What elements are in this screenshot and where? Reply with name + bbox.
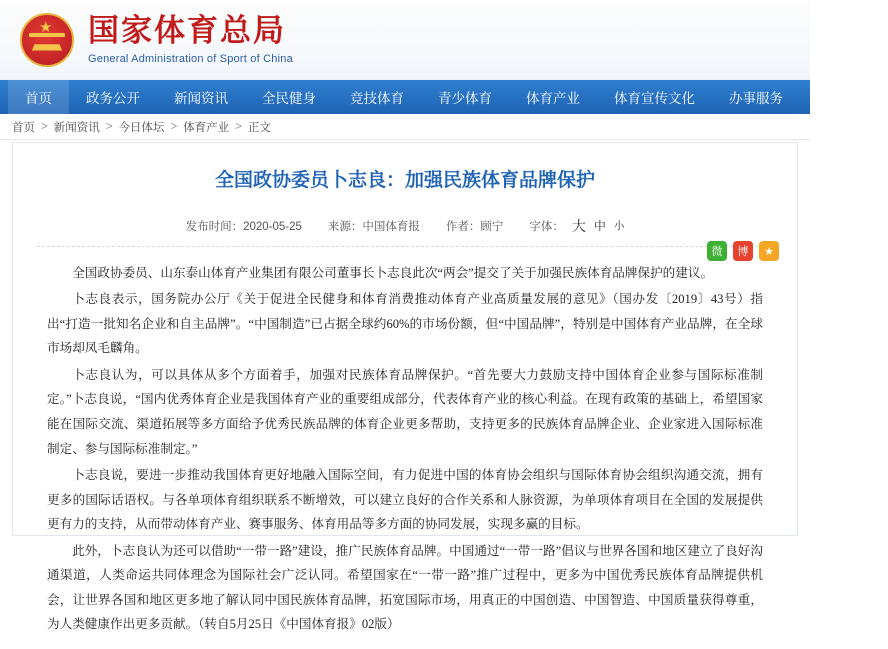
national-emblem-icon: ★: [18, 11, 76, 69]
article-author: 作者：顾宁: [445, 220, 504, 233]
article-card: [12, 142, 798, 632]
article-paragraph: 卜志良认为，可以具体从多个方面着手，加强对民族体育品牌保护。“首先要大力鼓励支持中国体育企业参与国际标准制定。”卜志良说，“国内优秀体育企业是我国体育产业的重要组成部分，代表体育产业的核心利益。在现有政策的基础上，希望国家能在国际交流、渠道拓展等多方面给予优秀民族品牌的体育企业更多帮助，支持更多的民族体育品牌企业、企业家进入国际标准制定、参与国际标准制定。”: [47, 367, 763, 456]
favorite-share-icon[interactable]: ★: [759, 241, 779, 261]
breadcrumb-item-4: 正文: [247, 121, 271, 134]
nav-item-9[interactable]: 网络问政: [817, 91, 871, 106]
breadcrumb-separator: >: [235, 120, 242, 133]
nav-item-6[interactable]: 体育产业: [526, 91, 580, 106]
breadcrumb-item-2[interactable]: 今日体坛: [118, 121, 165, 134]
breadcrumb-separator: >: [41, 120, 48, 133]
nav-item-4[interactable]: 竞技体育: [350, 91, 404, 106]
site-title-block: [88, 14, 293, 64]
article-meta: [13, 216, 797, 236]
wechat-share-icon[interactable]: 微: [707, 241, 727, 261]
breadcrumb[interactable]: [0, 114, 810, 140]
weibo-share-icon[interactable]: 博: [733, 241, 753, 261]
article-paragraph: 卜志良表示，国务院办公厅《关于促进全民健身和体育消费推动体育产业高质量发展的意见》（国办发〔2019〕43号）指出“打造一批知名企业和自主品牌”。“中国制造”已占据全球约60%的市场份额，但“中国品牌”，特别是中国体育产业品牌，在全球市场却凤毛麟角。: [47, 292, 763, 356]
site-title-cn: 国家体育总局: [88, 13, 286, 49]
article-paragraph: 此外，卜志良认为还可以借助“一带一路”建设，推广民族体育品牌。中国通过“一带一路”倡议与世界各国和地区建立了良好沟通渠道，人类命运共同体理念为国际社会广泛认同。希望国家在“一带一路”推广过程中，更多为中国优秀民族体育品牌提供机会，让世界各国和地区更多地了解认同中国民族体育品牌，拓宽国际市场，用真正的中国创造、中国智造、中国质量获得尊重，为人类健康作出更多贡献。（转自5月25日《中国体育报》02版）: [47, 543, 763, 632]
breadcrumb-separator: >: [105, 120, 113, 133]
breadcrumb-item-1[interactable]: 新闻资讯: [53, 121, 100, 134]
article-source: 来源：中国体育报: [327, 220, 420, 233]
font-size-controls[interactable]: [529, 216, 624, 236]
nav-item-0[interactable]: 首页: [8, 80, 69, 114]
share-bar[interactable]: [707, 241, 779, 261]
site-title-en: General Administration of Sport of China: [88, 52, 293, 65]
nav-item-1[interactable]: 政务公开: [86, 91, 140, 106]
font-size-label: 字体：: [529, 220, 564, 233]
publish-date: 发布时间：2020-05-25: [185, 220, 302, 233]
breadcrumb-item-3[interactable]: 体育产业: [183, 121, 230, 134]
main-nav[interactable]: [0, 80, 871, 114]
nav-item-3[interactable]: 全民健身: [262, 91, 316, 106]
nav-item-2[interactable]: 新闻资讯: [174, 91, 228, 106]
breadcrumb-separator: >: [170, 120, 178, 133]
article-body: [13, 247, 797, 649]
page-title: 全国政协委员卜志良：加强民族体育品牌保护: [214, 170, 595, 191]
nav-item-5[interactable]: 青少体育: [438, 91, 492, 106]
nav-item-8[interactable]: 办事服务: [729, 91, 783, 106]
nav-item-7[interactable]: 体育宣传文化: [614, 91, 695, 106]
article-paragraph: 全国政协委员、山东泰山体育产业集团有限公司董事长卜志良此次“两会”提交了关于加强民族体育品牌保护的建议。: [72, 265, 714, 280]
site-header: [0, 0, 810, 80]
font-size-large-button[interactable]: 大: [571, 217, 586, 234]
font-size-medium-button[interactable]: 中: [593, 219, 606, 234]
breadcrumb-item-0[interactable]: 首页: [12, 121, 35, 134]
font-size-small-button[interactable]: 小: [613, 220, 625, 233]
article-paragraph: 卜志良说，要进一步推动我国体育更好地融入国际空间，有力促进中国的体育协会组织与国际体育协会组织沟通交流，拥有更多的国际话语权。与各单项体育组织联系不断增效，可以建立良好的合作关系和人脉资源，为单项体育项目在全国的发展提供更有力的支持，从而带动体育产业、赛事服务、体育用品等多方面的协同发展，实现多赢的目标。: [47, 468, 763, 532]
